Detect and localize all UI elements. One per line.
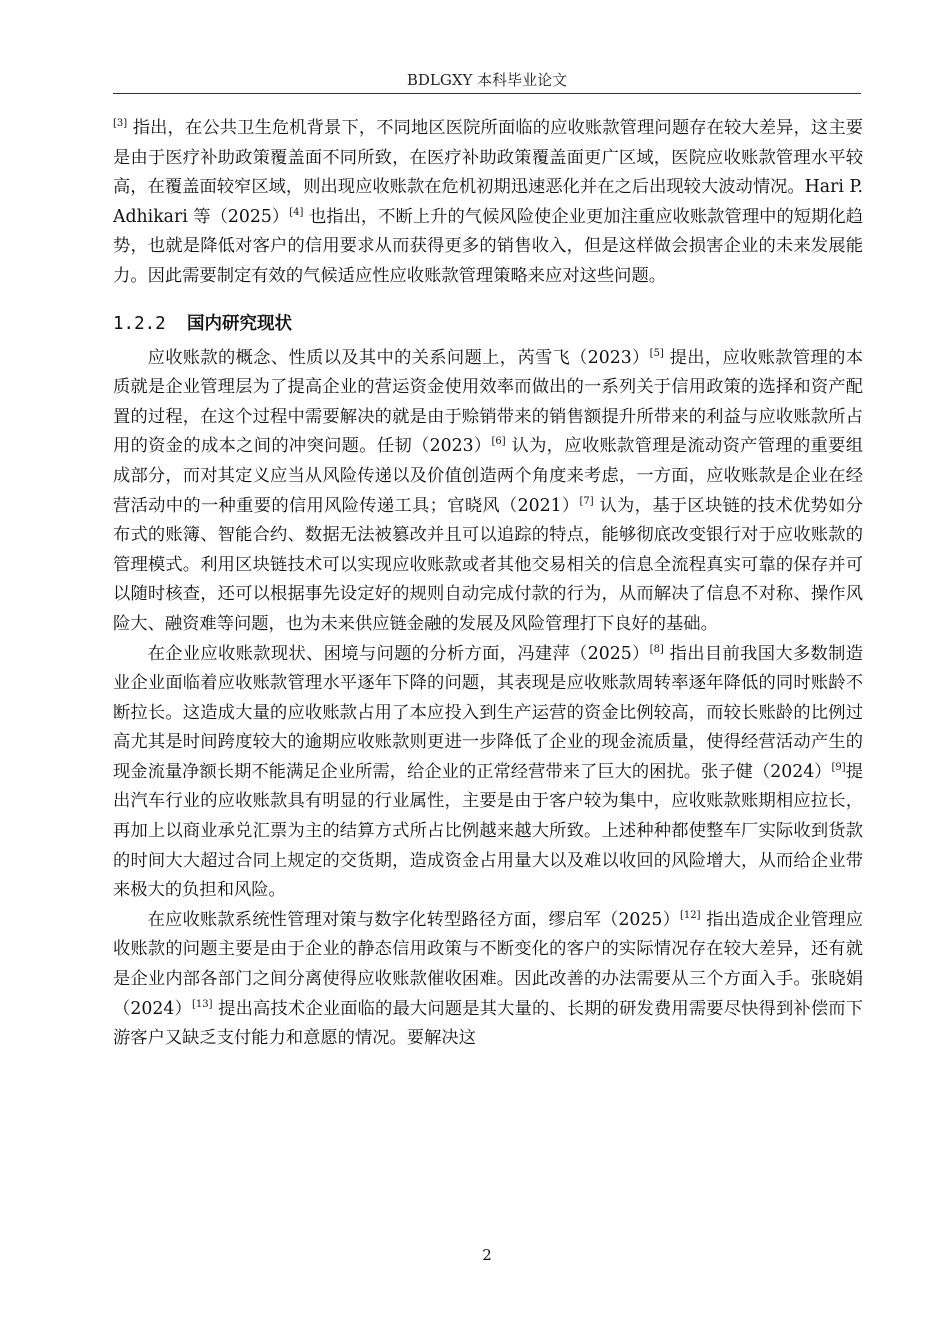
page-number: 2 <box>482 1246 492 1264</box>
citation-ref: [4] <box>289 206 304 218</box>
paragraph-text: 提出，应收账款管理的本质就是企业管理层为了提高企业的营运资金使用效率而做出的一系列关于信用政策的选择和资产配置的过程，在这个过程中需要解决的就是由于赊销带来的销售额提升所带来的利益与应收账款所占用的资金的成本之间的冲突问题。任韧（2023） <box>113 347 864 457</box>
body-text <box>113 114 863 1054</box>
citation-ref: [5] <box>649 347 664 359</box>
citation-ref: [9] <box>831 761 846 773</box>
paragraph-text: 提出高技术企业面临的最大问题是其大量的、长期的研发费用需要尽快得到补偿而下游客户又缺乏支付能力和意愿的情况。要解决这 <box>113 998 863 1049</box>
citation-ref: [8] <box>649 643 664 655</box>
section-title: 国内研究现状 <box>187 313 292 334</box>
paragraph-text: 认为，应收账款管理是流动资产管理的重要组成部分，而对其定义应当从风险传递以及价值创造两个角度来考虑，一方面，应收账款是企业在经营活动中的一种重要的信用风险传递工具；官晓风（2021） <box>113 436 863 516</box>
paragraph-text: 提出汽车行业的应收账款具有明显的行业属性，主要是由于客户较为集中，应收账款账期相应拉长，再加上以商业承兑汇票为主的结算方式所占比例越来越大所致。上述种种都使整车厂实际收到货款的时间大大超过合同上规定的交货期，造成资金占用量大以及难以收回的风险增大，从而给企业带来极大的负担和风险。 <box>113 761 863 901</box>
paragraph-status <box>113 640 863 906</box>
paragraph-intro <box>113 114 863 292</box>
citation-ref: [6] <box>491 436 506 448</box>
paragraph-text: 也指出，不断上升的气候风险使企业更加注重应收账款管理中的短期化趋势，也就是降低对客户的信用要求从而获得更多的销售收入，但是这样做会损害企业的未来发展能力。因此需要制定有效的气候适应性应收账款管理策略来应对这些问题。 <box>113 206 863 286</box>
citation-ref: [13] <box>192 998 213 1010</box>
paragraph-text: 指出目前我国大多数制造业企业面临着应收账款管理水平逐年下降的问题，其表现是应收账款周转率逐年降低的同时账龄不断拉长。这造成大量的应收账款占用了本应投入到生产运营的资金比例较高，而较长账龄的比例过高尤其是时间跨度较大的逾期应收账款则更进一步降低了企业的现金流质量，使得经营活动产生的现金流量净额长期不能满足企业所需，给企业的正常经营带来了巨大的困扰。张子健（2024） <box>113 643 864 782</box>
header-divider <box>113 93 861 94</box>
paragraph-text: 指出，在公共卫生危机背景下，不同地区医院所面临的应收账款管理问题存在较大差异，这主要是由于医疗补助政策覆盖面不同所致，在医疗补助政策覆盖面更广区域，医院应收账款管理水平较高，在覆盖面较窄区域，则出现应收账款在危机初期迅速恶化并在之后出现较大波动情况。Hari P. Adhikari 等（2025） <box>113 118 863 227</box>
page-header: BDLGXY 本科毕业论文 <box>406 71 568 89</box>
section-heading <box>113 308 863 340</box>
paragraph-text: 应收账款的概念、性质以及其中的关系问题上，芮雪飞（2023） <box>147 347 650 368</box>
section-number: 1.2.2 <box>113 313 166 334</box>
citation-ref: [7] <box>579 495 594 507</box>
paragraph-concept <box>113 344 863 640</box>
citation-ref: [3] <box>113 118 128 129</box>
citation-ref: [12] <box>680 909 701 921</box>
paragraph-text: 在应收账款系统性管理对策与数字化转型路径方面，缪启军（2025） <box>147 909 681 930</box>
paragraph-strategy <box>113 906 863 1054</box>
paragraph-text: 指出造成企业管理应收账款的问题主要是由于企业的静态信用政策与不断变化的客户的实际情况存在较大差异，还有就是企业内部各部门之间分离使得应收账款催收困难。因此改善的办法需要从三个方面入手。张晓娟（2024） <box>113 909 864 1019</box>
paragraph-text: 在企业应收账款现状、困境与问题的分析方面，冯建萍（2025） <box>147 643 650 664</box>
paragraph-text: 认为，基于区块链的技术优势如分布式的账簿、智能合约、数据无法被篡改并且可以追踪的特点，能够彻底改变银行对于应收账款的管理模式。利用区块链技术可以实现应收账款或者其他交易相关的信息全流程真实可靠的保存并可以随时核查，还可以根据事先设定好的规则自动完成付款的行为，从而解决了信息不对称、操作风险大、融资难等问题，也为未来供应链金融的发展及风险管理打下良好的基础。 <box>113 495 863 634</box>
